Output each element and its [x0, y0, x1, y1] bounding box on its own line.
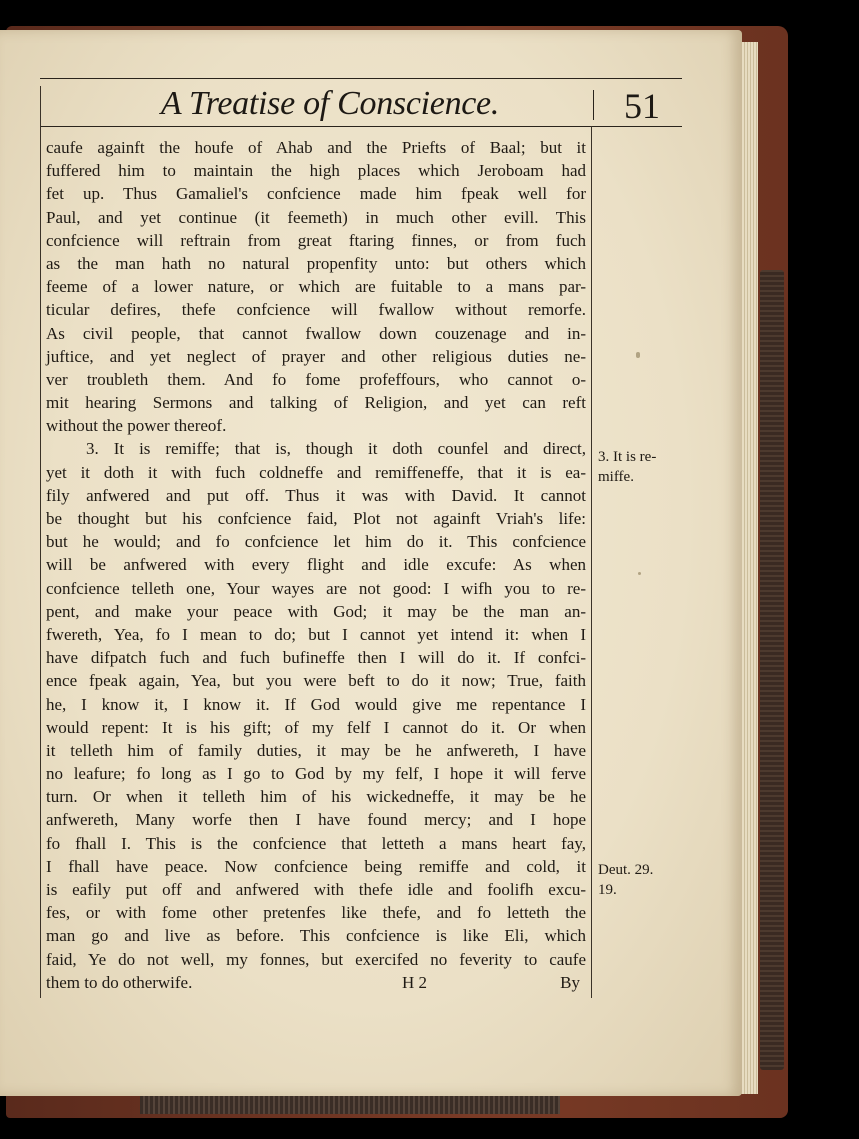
- text-line: as the man hath no natural propenfity unto: but others which: [46, 253, 586, 273]
- text-line: 3. It is remiffe; that is, though it doth counfel and direct,: [86, 439, 586, 459]
- text-line: yet it doth it with fuch coldneffe and remiffeneffe, that it is ea-: [46, 462, 586, 482]
- text-line: be thought but his confcience faid, Plot not againft Vriah's life:: [46, 509, 586, 528]
- text-line: As civil people, that cannot fwallow down couzenage and in-: [46, 323, 586, 343]
- paper-speck: [638, 572, 641, 575]
- signature-mark: H 2: [402, 972, 428, 992]
- margin-note-line: 19.: [598, 882, 617, 898]
- text-line: fet up. Thus Gamaliel's confcience made him fpeak well for: [46, 184, 586, 204]
- text-line: fuffered him to maintain the high places which Jeroboam had: [46, 161, 586, 181]
- margin-note-remiss: [598, 447, 678, 487]
- text-line: juftice, and yet neglect of prayer and other religious duties ne-: [46, 346, 586, 366]
- paper-speck: [636, 352, 640, 358]
- text-line: mit hearing Sermons and talking of Religion, and yet can reft: [46, 393, 586, 413]
- text-line: feeme of a lower nature, or which are fuitable to a mans par-: [46, 277, 586, 297]
- text-line: them to do otherwife.: [46, 972, 193, 992]
- text-line: caufe againft the houfe of Ahab and the Priefts of Baal; but it: [46, 138, 586, 157]
- text-line: but he would; and fo confcience let him do it. This confcience: [46, 532, 586, 552]
- text-line: he, I know it, I know it. If God would give me repentance I: [46, 694, 586, 714]
- text-line: ticular defires, thefe confcience will fwallow without remorfe.: [46, 300, 586, 320]
- text-line: ence fpeak again, Yea, but you were beft to do it now; True, faith: [46, 671, 586, 691]
- text-line: fo fhall I. This is the confcience that letteth a mans heart fay,: [46, 833, 586, 853]
- text-line: anfwereth, Many worfe then I have found mercy; and I hope: [46, 810, 586, 830]
- text-line: confcience will reftrain from great ftaring finnes, or from fuch: [46, 230, 586, 250]
- text-line: it telleth him of family duties, it may be he anfwereth, I have: [46, 740, 586, 760]
- text-line: ver troubleth them. And fo fome profeffours, who cannot o-: [46, 369, 586, 389]
- left-column-rule: [40, 86, 41, 998]
- header-rule-bottom: [40, 126, 682, 127]
- text-line: is eafily put off and anfwered with thefe idle and foolifh excu-: [46, 880, 586, 899]
- text-line: man go and live as before. This confcience is like Eli, which: [46, 926, 586, 946]
- text-line: Paul, and yet continue (it feemeth) in much other evill. This: [46, 207, 586, 227]
- bottom-texture-strip: [140, 1096, 560, 1114]
- margin-note-line: miffe.: [598, 469, 634, 485]
- text-line: fes, or with fome other pretenfes like thefe, and fo letteth the: [46, 903, 586, 923]
- text-line: turn. Or when it telleth him of his wickedneffe, it may be he: [46, 787, 586, 807]
- header-rule-top: [40, 78, 682, 79]
- cover-texture-strip: [760, 270, 784, 1070]
- text-line: without the power thereof.: [46, 416, 227, 436]
- running-title: A Treatise of Conscience.: [160, 85, 500, 122]
- text-line: faid, Ye do not well, my fonnes, but exercifed no feverity to caufe: [46, 949, 586, 969]
- text-line: I fhall have peace. Now confcience being remiffe and cold, it: [46, 856, 586, 876]
- text-line: would repent: It is his gift; of my felf I cannot do it. Or when: [46, 717, 586, 737]
- text-line: pent, and make your peace with God; it may be the man an-: [46, 601, 586, 621]
- text-line: will be anfwered with every flight and idle excufe: As when: [46, 555, 586, 575]
- text-line: fily anfwered and put off. Thus it was with David. It cannot: [46, 485, 586, 505]
- text-line: confcience telleth one, Your wayes are not good: I wifh you to re-: [46, 578, 586, 598]
- margin-note-line: Deut. 29.: [598, 862, 654, 878]
- margin-note-deut: [598, 860, 678, 900]
- text-line: no leafure; fo long as I go to God by my felf, I hope it will ferve: [46, 764, 586, 784]
- margin-column-rule: [591, 126, 592, 998]
- header-divider: [593, 90, 594, 120]
- page-number: 51: [624, 86, 660, 126]
- margin-note-line: 3. It is re-: [598, 449, 657, 465]
- text-line: have difpatch fuch and fuch bufineffe then I will do it. If confci-: [46, 648, 586, 668]
- catchword: By: [560, 972, 580, 992]
- body-text: [46, 136, 586, 994]
- text-line: fwereth, Yea, fo I mean to do; but I cannot yet intend it: when I: [46, 624, 586, 644]
- last-line: [46, 971, 586, 994]
